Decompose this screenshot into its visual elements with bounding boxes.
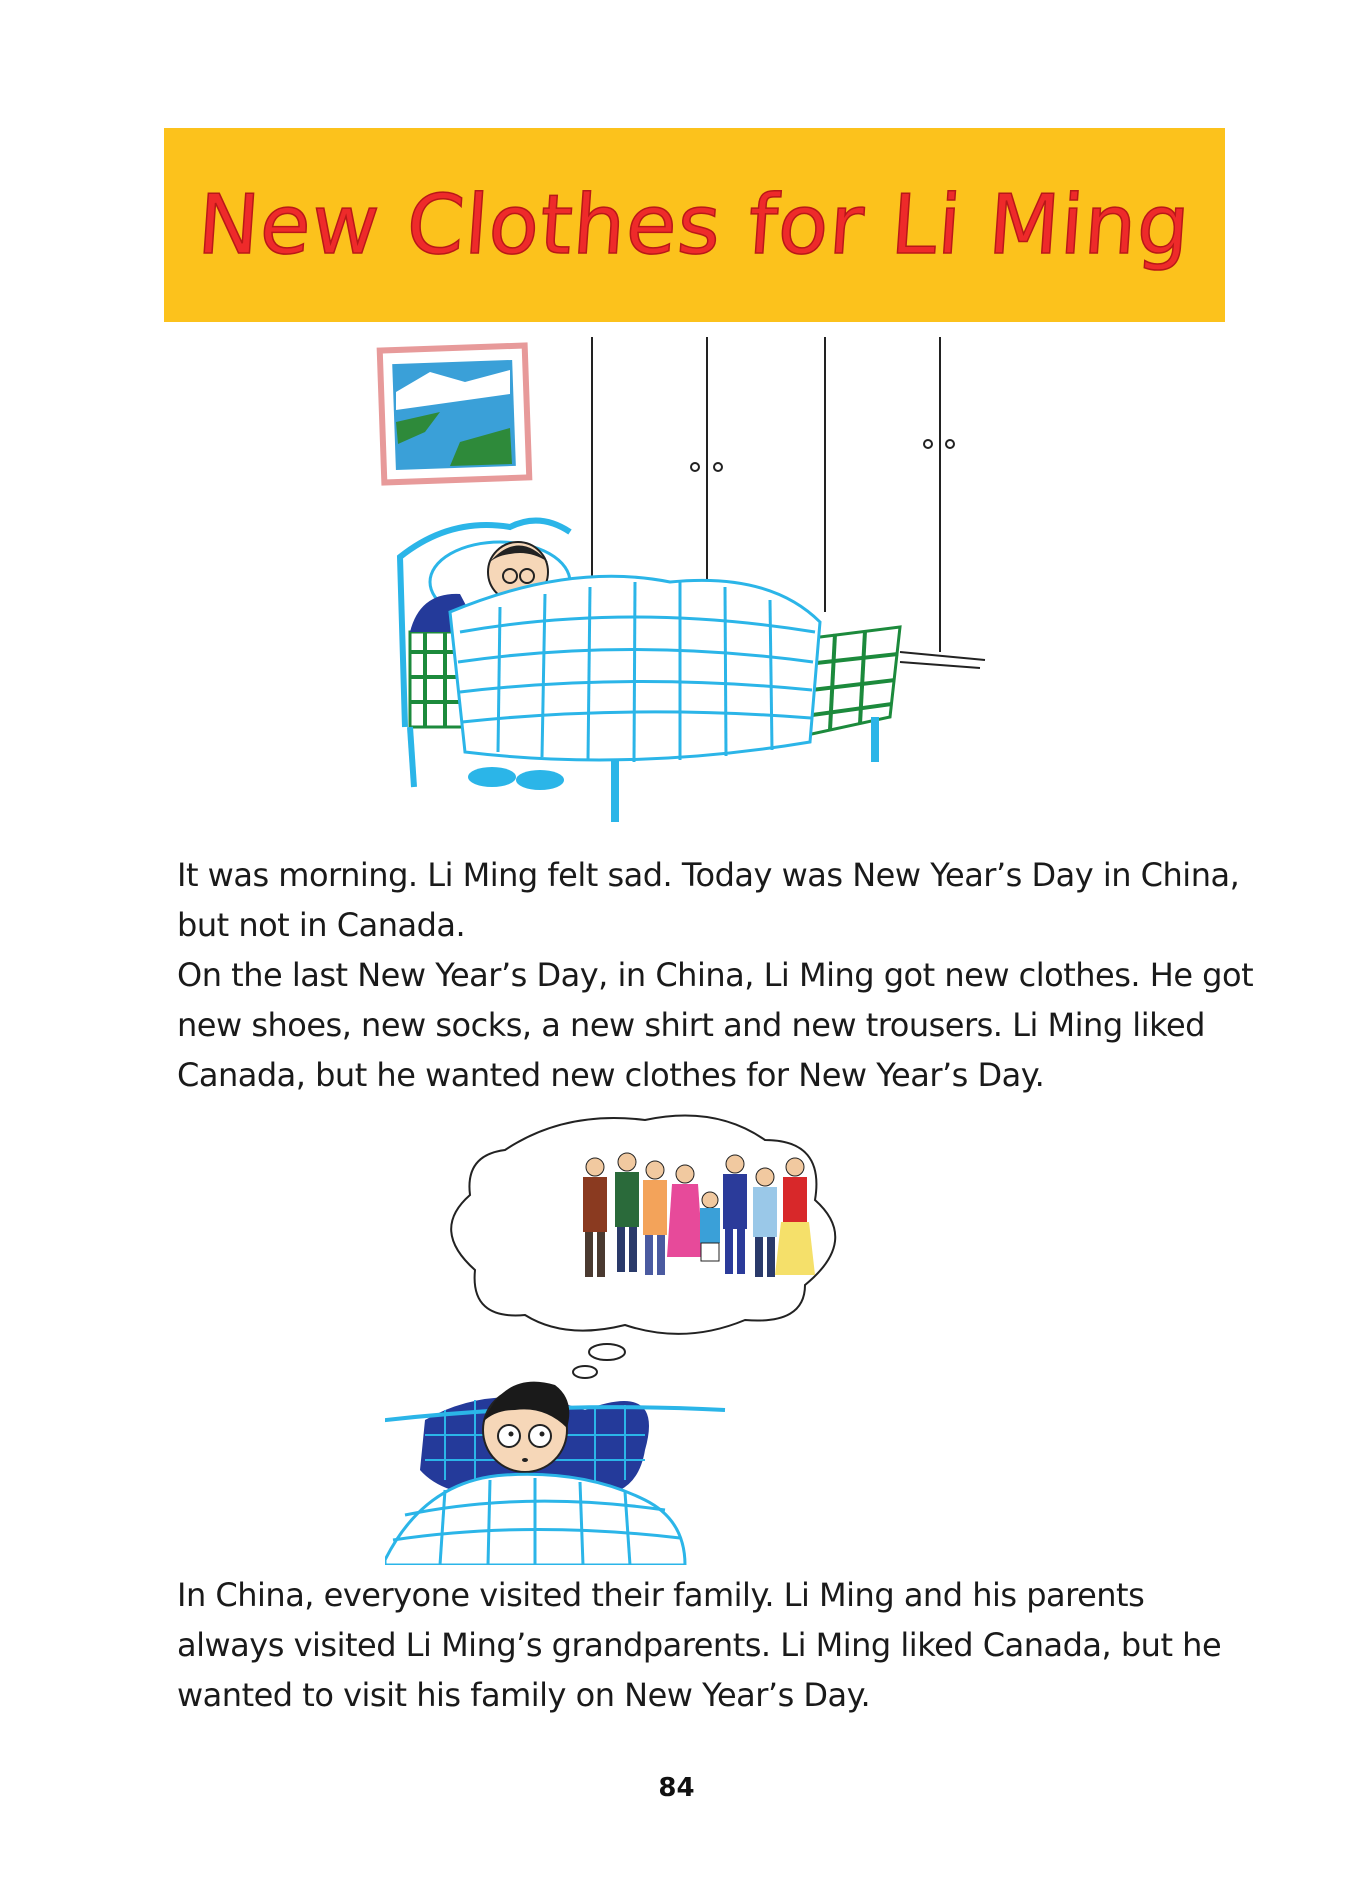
illustration-bedroom xyxy=(370,332,1010,842)
page-number: 84 xyxy=(658,1773,695,1803)
paragraph-2: On the last New Year’s Day, in China, Li Ming got new clothes. He got new shoes, new socks, a new shirt and new trousers. Li Ming liked Canada, but he wanted new clothes for New Year’s Day. xyxy=(177,956,1254,1094)
page-title: New Clothes for Li Ming xyxy=(194,177,1195,273)
paragraph-1: It was morning. Li Ming felt sad. Today was New Year’s Day in China, but not in Canada. xyxy=(177,856,1240,944)
paragraph-3: In China, everyone visited their family. Li Ming and his parents always visited Li Ming’s grandparents. Li Ming liked Canada, but he wanted to visit his family on New Year’s Day. xyxy=(177,1576,1222,1714)
illustration-dream xyxy=(385,1110,905,1565)
title-banner xyxy=(164,128,1225,322)
wall-picture xyxy=(380,345,530,482)
